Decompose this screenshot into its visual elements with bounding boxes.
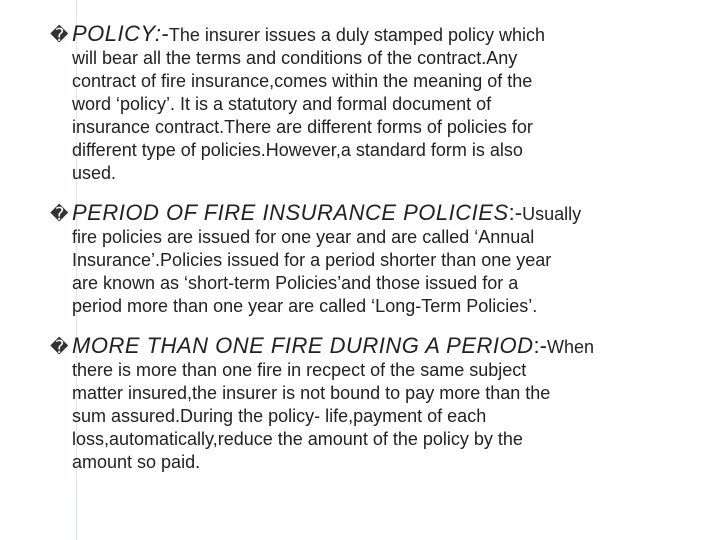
bullet-marker-icon: �	[50, 337, 69, 357]
bullet-heading: PERIOD OF FIRE INSURANCE POLICIES	[72, 200, 509, 225]
bullet-marker-icon: �	[50, 204, 69, 224]
bullet-policy	[50, 22, 690, 185]
bullet-first-line	[50, 201, 690, 226]
bullet-body-text: fire policies are issued for one year and are called ‘Annual Insurance’.Policies issued for a period shorter than one year are known as ‘short-term Policies’and those issued for a period more than one year are called ‘Long-Term Policies’.	[72, 227, 552, 316]
bullet-separator: :-	[533, 333, 547, 358]
bullet-body-text: there is more than one fire in recpect of the same subject matter insured,the insurer is not bound to pay more than the sum assured.During the policy- life,payment of each loss,automatically,reduce the amount of the policy by the amount so paid.	[72, 360, 551, 472]
bullet-period-of-policies	[50, 201, 690, 318]
bullet-body-text: will bear all the terms and conditions of the contract.Any contract of fire insurance,comes within the meaning of the word ‘policy’. It is a statutory and formal document of insurance contract.There are different forms of policies for different type of policies.However,a standard form is also used.	[72, 48, 533, 183]
bullet-first-line	[50, 22, 690, 47]
bullet-lead-text: The insurer issues a duly stamped policy which	[168, 25, 545, 45]
bullet-separator: -	[161, 21, 169, 46]
bullet-first-line	[50, 334, 690, 359]
bullet-heading: MORE THAN ONE FIRE DURING A PERIOD	[72, 333, 534, 358]
bullet-more-than-one-fire	[50, 334, 690, 474]
bullet-marker-icon: �	[50, 25, 69, 45]
bullet-heading: POLICY:	[72, 21, 162, 46]
bullet-lead-text: When	[546, 337, 594, 357]
bullet-lead-text: Usually	[522, 204, 582, 224]
bullet-separator: :-	[508, 200, 523, 225]
